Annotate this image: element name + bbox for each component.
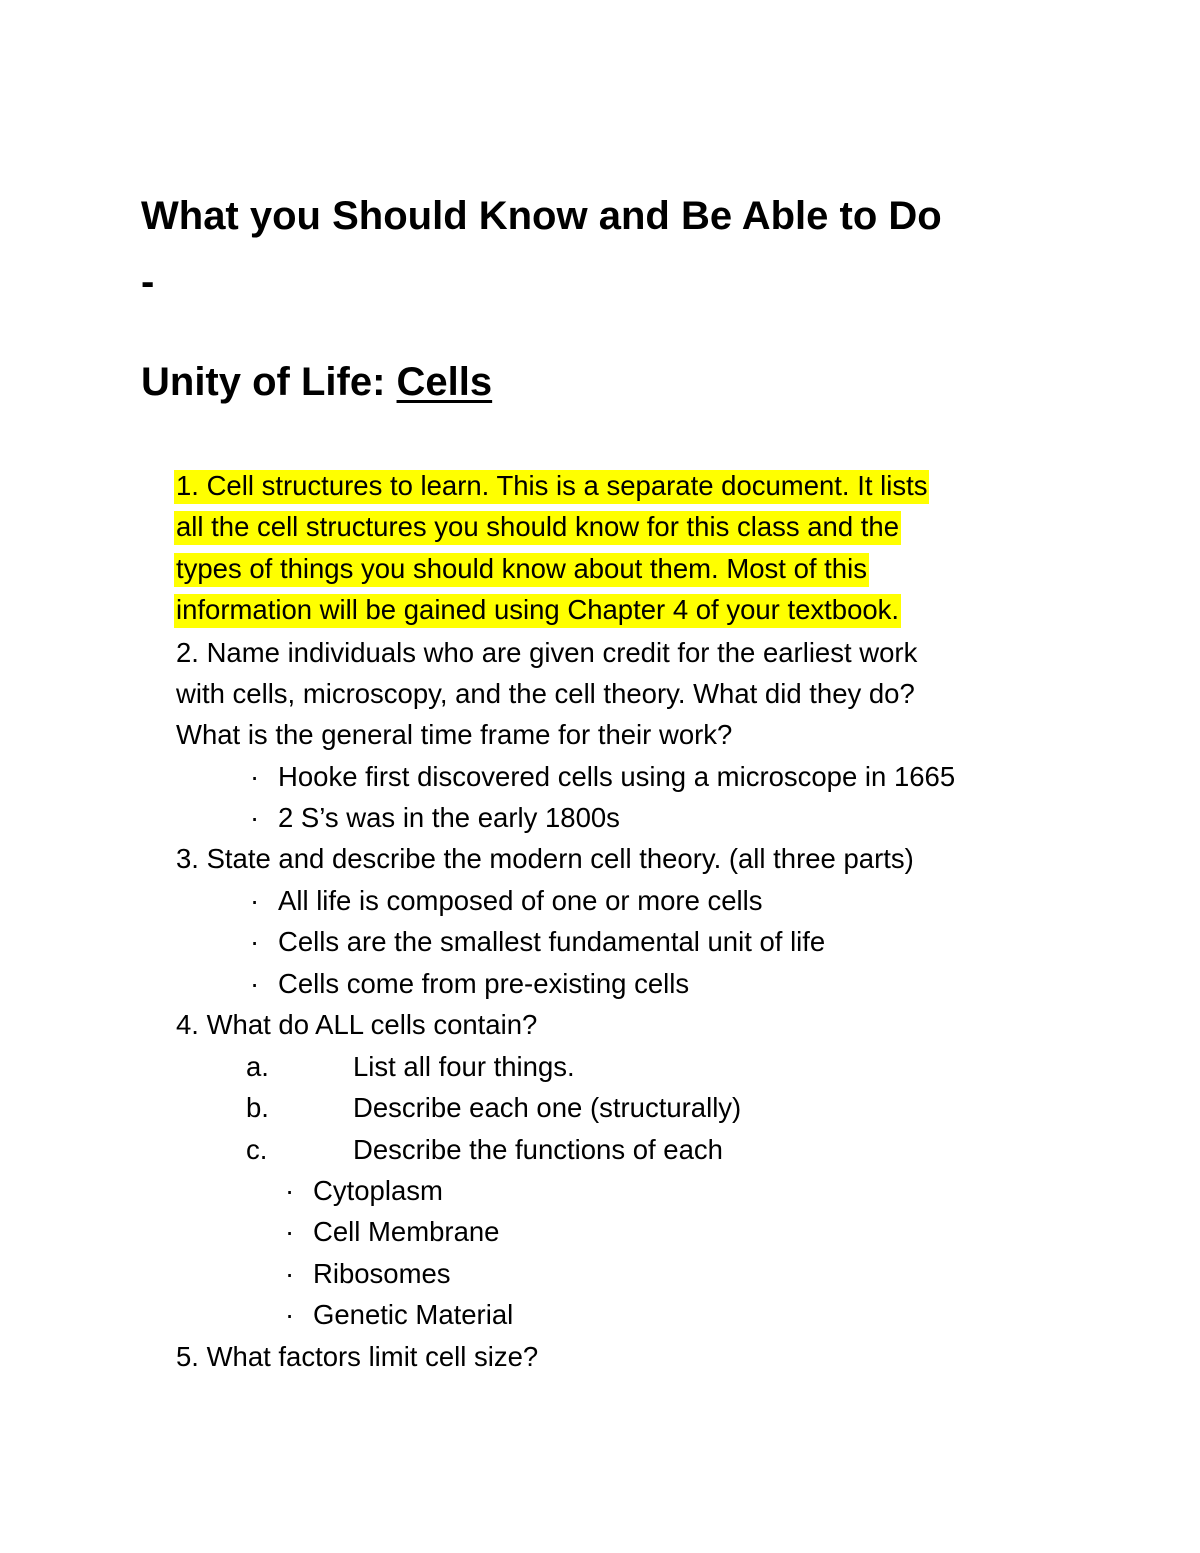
item2-bullet-2: · 2 S’s was in the early 1800s xyxy=(250,802,620,833)
item1-line-3: types of things you should know about them. Most of this xyxy=(174,552,869,586)
bullet-dot: · xyxy=(250,802,260,833)
bullet-dot: · xyxy=(250,761,260,792)
item3-bullet-1: · All life is composed of one or more cells xyxy=(250,885,763,916)
item5-line: 5. What factors limit cell size? xyxy=(176,1341,539,1372)
item2-line-1: 2. Name individuals who are given credit for the earliest work xyxy=(176,637,918,668)
bullet-dot: · xyxy=(285,1216,295,1247)
item1-line-1: 1. Cell structures to learn. This is a separate document. It lists xyxy=(174,469,929,503)
bullet-dot: · xyxy=(285,1299,295,1330)
item4-sub-a: a. List all four things. xyxy=(246,1051,575,1082)
section-heading xyxy=(141,356,492,408)
bullet-dot: · xyxy=(250,885,260,916)
item3-bullet-2: · Cells are the smallest fundamental unit of life xyxy=(250,926,826,957)
item1-line-4: information will be gained using Chapter 4 of your textbook. xyxy=(174,593,901,627)
page-title: What you Should Know and Be Able to Do xyxy=(141,194,942,238)
item4-line: 4. What do ALL cells contain? xyxy=(176,1009,538,1040)
item4-bullet-2: · Cell Membrane xyxy=(285,1216,500,1247)
bullet-dot: · xyxy=(250,926,260,957)
item4-sub-c: c. Describe the functions of each xyxy=(246,1134,723,1165)
bullet-dot: · xyxy=(250,968,260,999)
item3-line: 3. State and describe the modern cell theory. (all three parts) xyxy=(176,843,914,874)
title-dash: - xyxy=(141,260,155,304)
item4-bullet-3: · Ribosomes xyxy=(285,1258,451,1289)
item2-line-2: with cells, microscopy, and the cell theory. What did they do? xyxy=(176,678,915,709)
item4-sub-b: b. Describe each one (structurally) xyxy=(246,1092,742,1123)
bullet-dot: · xyxy=(285,1175,295,1206)
section-heading-prefix: Unity of Life: xyxy=(141,360,397,404)
item2-line-3: What is the general time frame for their work? xyxy=(176,719,733,750)
item4-bullet-4: · Genetic Material xyxy=(285,1299,514,1330)
item4-bullet-1: · Cytoplasm xyxy=(285,1175,443,1206)
item2-bullet-1: · Hooke first discovered cells using a microscope in 1665 xyxy=(250,761,956,792)
item1-line-2: all the cell structures you should know for this class and the xyxy=(174,510,901,544)
item3-bullet-3: · Cells come from pre-existing cells xyxy=(250,968,690,999)
bullet-dot: · xyxy=(285,1258,295,1289)
section-heading-underlined: Cells xyxy=(396,360,493,404)
